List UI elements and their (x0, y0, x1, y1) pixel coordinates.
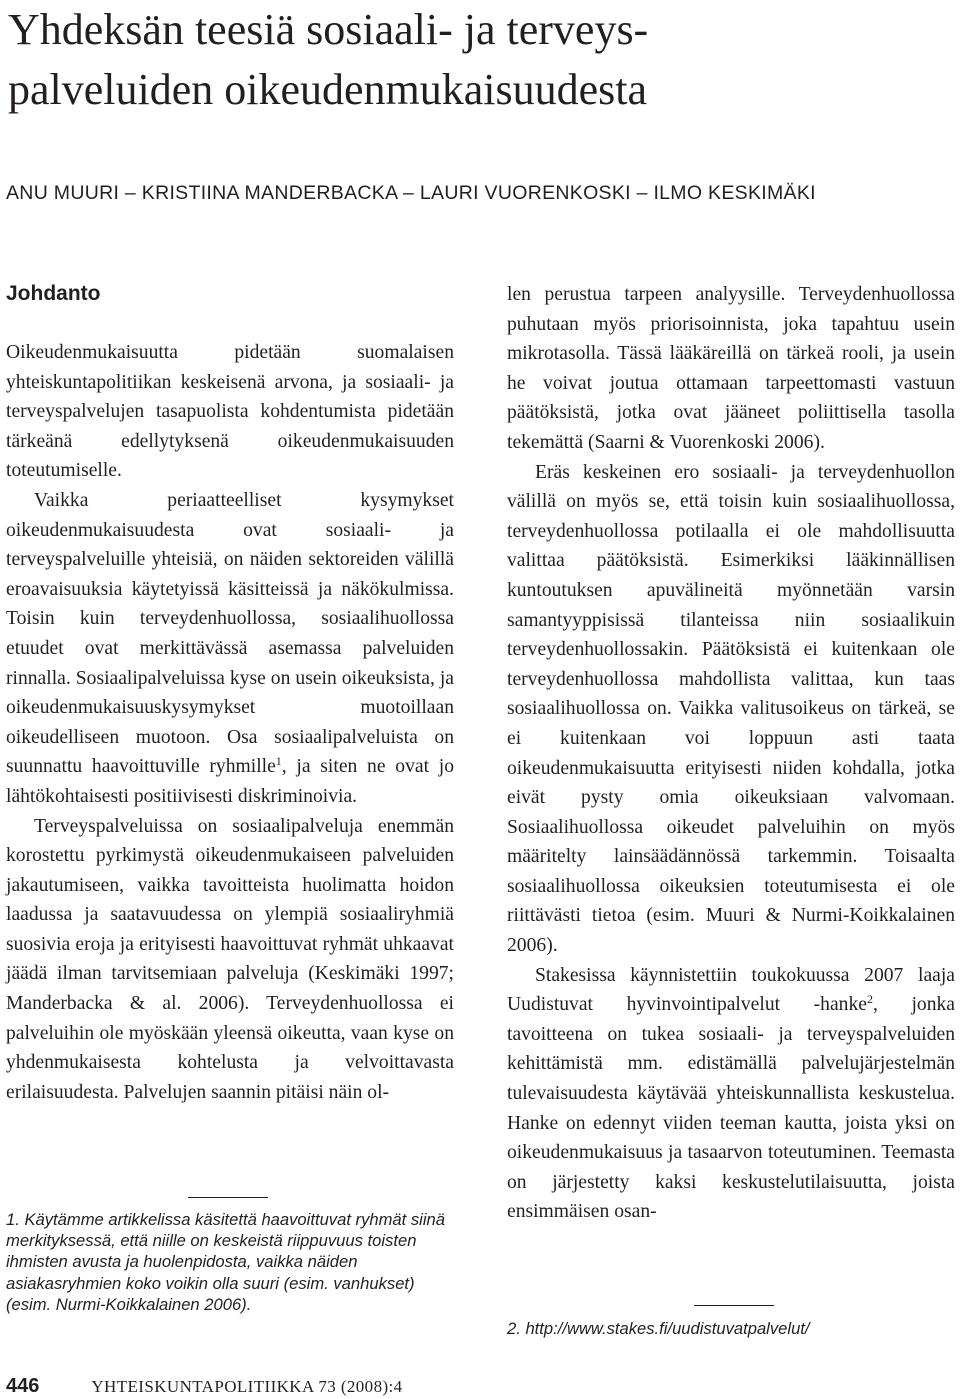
footnote-divider-left (188, 1197, 268, 1198)
right-column (507, 280, 955, 1227)
left-column (6, 280, 454, 1107)
paragraph-stakes-text-a: Stakesissa käynnistettiin toukokuussa 2007 laaja Uudistuvat hyvinvointipalvelut -hanke (507, 964, 955, 1016)
journal-name: YHTEISKUNTAPOLITIIKKA 73 (2008):4 (91, 1377, 403, 1396)
paragraph-intro: Oikeudenmukaisuutta pidetään suomalaisen yhteiskuntapolitiikan keskeisenä arvona, ja sosiaali- ja terveyspalvelujen tasapuolista kohdentumista pidetään tärkeänä edellytyksenä oikeudenmukaisuuden toteutumiselle. (6, 342, 454, 482)
paragraph-principles-text-b: , ja siten ne ovat jo lähtökohtaisesti positiivisesti diskriminoivia. (6, 756, 454, 807)
section-heading: Johdanto (6, 282, 101, 305)
title-line-2: palveluiden oikeudenmukaisuudesta (8, 65, 648, 114)
footnote-1: 1. Käytämme artikkelissa käsitettä haavoittuvat ryhmät siinä merkityksessä, että niille on keskeistä riippuvuus toisten ihmisten avusta ja huolenpidosta, vaikka näiden asiakasryhmien koko voikin olla suuri (esim. vanhukset) (esim. Nurmi-Koikkalainen 2006). (6, 1210, 445, 1314)
paragraph-stakes-text-b: , jonka tavoitteena on tukea sosiaali- ja terveyspalveluiden kehittämistä mm. edistämällä palvelujärjestelmän tulevaisuudesta käytävää yhteiskunnallista keskustelua. Hanke on edennyt viiden teeman kautta, joista yksi on oikeudenmukaisuus ja tasaarvon toteutuminen. Teemasta on järjestetty kaksi keskustelutilaisuutta, joista ensimmäisen osan- (507, 994, 955, 1223)
footnote-2: 2. http://www.stakes.fi/uudistuvatpalvelut/ (507, 1319, 810, 1338)
article-title (8, 0, 948, 120)
paragraph-principles-text-a: Vaikka periaatteelliset kysymykset oikeudenmukaisuudesta ovat sosiaali- ja terveyspalveluille yhteisiä, on näiden sektoreiden välillä eroavaisuuksia käytetyissä käsitteissä ja näkökulmissa. Toisin kuin terveydenhuollossa, sosiaalihuollossa etuudet ovat merkittävässä asemassa palveluiden rinnalla. Sosiaalipalveluissa kyse on usein oikeuksista, ja oikeudenmukaisuuskysymykset muotoillaan oikeudelliseen muotoon. Osa sosiaalipalveluista on suunnattu haavoittuville ryhmille (6, 489, 454, 778)
author-list: ANU MUURI – KRISTIINA MANDERBACKA – LAURI VUORENKOSKI – ILMO KESKIMÄKI (6, 182, 816, 204)
footnote-divider-right (694, 1305, 774, 1306)
paragraph-principles (6, 486, 454, 812)
page-footer (6, 1374, 706, 1399)
paragraph-health-services: Terveyspalveluissa on sosiaalipalveluja enemmän korostettu pyrkimystä oikeudenmukaiseen palveluiden jakautumiseen, vaikka tavoitteista huolimatta hoidon laadussa ja saatavuudessa on ylempiä sosiaaliryhmiä suosivia eroja ja erityisesti haavoittuvat ryhmät uhkaavat jäädä ilman tarvitsemiaan palveluja (Keskimäki 1997; Manderbacka & al. 2006). Terveydenhuollossa ei palveluihin ole myöskään yleensä oikeutta, vaan kyse on yhdenmukaisesta kohtelusta ja velvoittavasta erilaisuudesta. Palvelujen saannin pitäisi näin ol- (6, 815, 454, 1103)
footnote-ref-1[interactable]: 1 (275, 754, 282, 769)
paragraph-stakes-project (507, 961, 955, 1227)
paragraph-appeal-rights: Eräs keskeinen ero sosiaali- ja terveydenhuollon välillä on myös se, että toisin kuin sosiaalihuollossa, terveydenhuollossa potilaalla ei ole mahdollisuutta valittaa päätöksistä. Esimerkiksi lääkinnällisen kuntoutuksen apuvälineitä myönnetään varsin samantyyppisissä tilanteissa niin sosiaalikuin terveydenhuollossakin. Päätöksistä ei kuitenkaan ole terveydenhuollossa mahdollista valittaa, kun taas sosiaalihuollossa on. Vaikka valitusoikeus on tärkeä, se ei kuitenkaan voi loppuun asti taata oikeudenmukaisuutta erityisesti niiden kohdalla, jotka eivät pysty omia oikeuksiaan valvomaan. Sosiaalihuollossa oikeudet palveluihin on myös määritelty lainsäädännössä tarkemmin. Toisaalta sosiaalihuollossa oikeuksien toteutumisesta ei ole riittävästi tietoa (esim. Muuri & Nurmi-Koikkalainen 2006). (507, 461, 955, 957)
page-number: 446 (6, 1375, 40, 1397)
footnote-ref-2[interactable]: 2 (866, 992, 873, 1007)
title-line-1: Yhdeksän teesiä sosiaali- ja terveys- (8, 5, 649, 54)
paragraph-continuation: len perustua tarpeen analyysille. Terveydenhuollossa puhutaan myös priorisoinnista, joka tapahtuu usein mikrotasolla. Tässä lääkäreillä on tärkeä rooli, ja usein he voivat joutua ottamaan tarpeettomasti vastuun päätöksistä, jotka ovat jääneet poliittisella tasolla tekemättä (Saarni & Vuorenkoski 2006). (507, 284, 955, 453)
